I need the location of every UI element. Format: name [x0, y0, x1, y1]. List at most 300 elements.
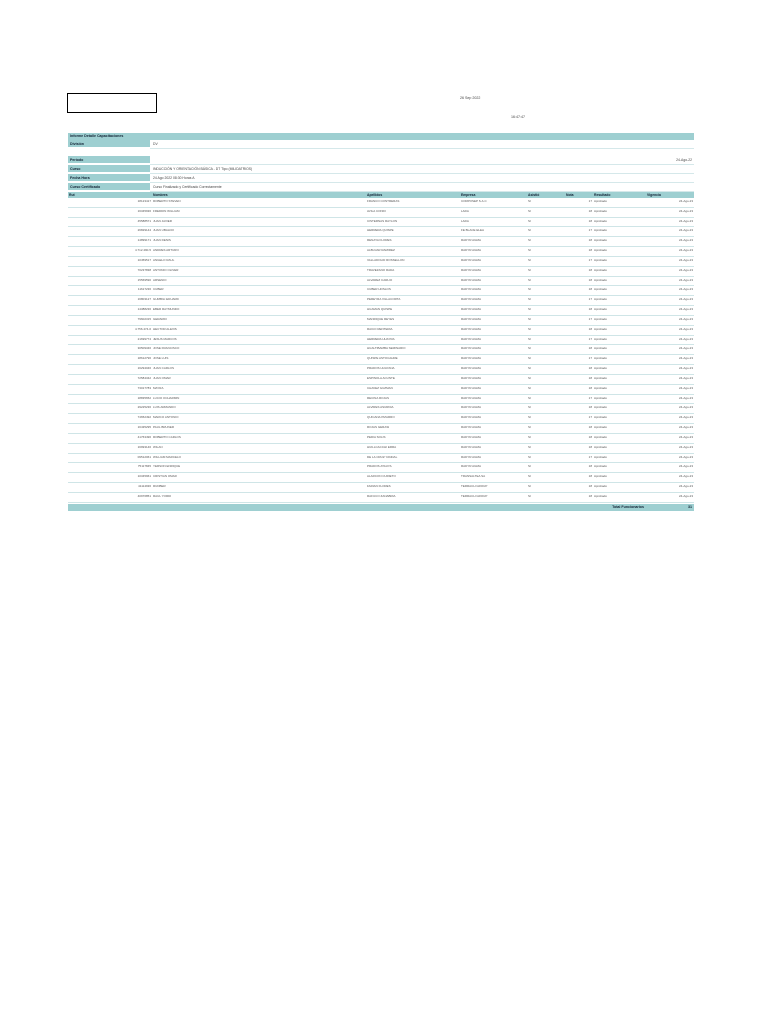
cell-nota: 18: [588, 277, 592, 282]
cell-nota: 18: [588, 208, 592, 213]
table-row: [68, 336, 694, 346]
cell-apellidos: FARIAN FLORES: [367, 484, 391, 489]
periodo-value: 24-Ago-22: [676, 158, 692, 162]
cell-rut: 30509346: [137, 346, 151, 351]
cell-nombres: ROBERTO CARLOS: [153, 434, 181, 439]
cell-rut: 18612796: [137, 356, 151, 361]
cell-apellidos: HUAMAN QUISPE: [367, 307, 393, 312]
cell-rut: 18123417: [137, 199, 151, 203]
cell-asistio: SI: [528, 336, 531, 341]
cell-nombres: GUMBILI EDUARD: [153, 297, 179, 302]
cell-vigencia: 24-Ago-23: [678, 316, 693, 321]
cell-empresa: RADYR AGMA: [461, 434, 482, 439]
cell-empresa: RADYR AGMA: [461, 454, 482, 459]
cell-asistio: SI: [528, 277, 531, 282]
cell-rut: 29225236: [137, 405, 151, 410]
table-row: [68, 395, 694, 405]
cell-asistio: SI: [528, 395, 531, 400]
table-footer: [68, 504, 694, 511]
table-row: [68, 257, 694, 267]
cell-nombres: ROBERTO STEVEN: [153, 199, 181, 203]
cell-apellidos: CHAVEZ GUZMAN: [367, 385, 393, 390]
cell-asistio: SI: [528, 356, 531, 361]
cell-asistio: SI: [528, 484, 531, 489]
table-row: [68, 385, 694, 395]
cell-empresa: RADYR AGMA: [461, 316, 482, 321]
cell-resultado: Aprobado: [594, 434, 608, 439]
cell-apellidos: QUISPE ASTOCAHRE: [367, 356, 398, 361]
cell-empresa: RADYR AGMA: [461, 297, 482, 302]
cell-resultado: Aprobado: [594, 238, 608, 243]
cell-empresa: RADYR AGMA: [461, 287, 482, 292]
cell-nota: 17: [588, 395, 592, 400]
cell-apellidos: MANRIQUE REYES: [367, 316, 395, 321]
table-row: [68, 326, 694, 336]
total-value: 31: [688, 504, 692, 509]
col-header-resultado: Resultado: [594, 193, 611, 197]
cell-vigencia: 24-Ago-23: [678, 257, 693, 262]
cell-resultado: Aprobado: [594, 474, 608, 479]
table-row: [68, 434, 694, 444]
cell-apellidos: TRAVEZANO RADA: [367, 267, 395, 272]
cell-apellidos: ESPINOLA ACUNTE: [367, 375, 395, 380]
cell-asistio: SI: [528, 474, 531, 479]
table-row: [68, 365, 694, 375]
cell-apellidos: ALVIRES ASURDIA: [367, 405, 394, 410]
cell-apellidos: PEDIA SOLIS: [367, 434, 386, 439]
cell-asistio: SI: [528, 208, 531, 213]
cell-empresa: RADYR AGMA: [461, 257, 482, 262]
cell-nota: 17: [588, 356, 592, 361]
cell-resultado: Aprobado: [594, 287, 608, 292]
cell-nombres: LUIS ARMANDO: [153, 405, 176, 410]
cell-rut: 72584342: [137, 375, 151, 380]
division-label: División: [68, 140, 150, 148]
cell-empresa: RADYR AGMA: [461, 267, 482, 272]
cell-asistio: SI: [528, 267, 531, 272]
cell-empresa: RADYR AGMA: [461, 307, 482, 312]
cell-vigencia: 24-Ago-23: [678, 297, 693, 302]
col-header-rut: Rut: [69, 193, 75, 197]
table-row: [68, 463, 694, 473]
cell-resultado: Aprobado: [594, 267, 608, 272]
cell-nota: 18: [588, 493, 592, 498]
cell-apellidos: FRANCO CONTRERAS: [367, 199, 400, 203]
col-header-nombres: Nombres: [153, 193, 168, 197]
cell-empresa: RADYR AGMA: [461, 395, 482, 400]
company-logo-box: [67, 93, 157, 113]
table-row: [68, 345, 694, 355]
cell-resultado: Aprobado: [594, 454, 608, 459]
cell-nota: 18: [588, 366, 592, 371]
cell-resultado: Aprobado: [594, 484, 608, 489]
cell-nota: 18: [588, 307, 592, 312]
cell-asistio: SI: [528, 307, 531, 312]
cell-asistio: SI: [528, 493, 531, 498]
cell-resultado: Aprobado: [594, 375, 608, 380]
cell-empresa: RADYR AGMA: [461, 277, 482, 282]
cell-vigencia: 24-Ago-23: [678, 375, 693, 380]
cell-nota: 18: [588, 464, 592, 469]
cell-nombres: GERARDI: [153, 316, 167, 321]
cell-nombres: EBER RAYMUNDO: [153, 307, 180, 312]
cell-vigencia: 24-Ago-23: [678, 434, 693, 439]
periodo-label: Período: [68, 156, 150, 164]
cell-rut: 16803127: [137, 297, 151, 302]
cell-nombres: LUCIO OCHARMIN: [153, 395, 180, 400]
cell-vigencia: 24-Ago-23: [678, 267, 693, 272]
cell-nombres: PAUL BRUNER: [153, 425, 175, 430]
cell-nota: 18: [588, 218, 592, 223]
cell-empresa: RADYR AGMA: [461, 366, 482, 371]
cell-rut: 14388236: [137, 307, 151, 312]
cell-rut: 41114936: [138, 484, 151, 489]
cell-rut: 21699774: [137, 336, 151, 341]
cell-vigencia: 24-Ago-23: [678, 405, 693, 410]
cell-nota: 18: [588, 474, 592, 479]
curso-value: INDUCCIÓN Y ORIENTACIÓN BÁSICA - DT Tipo (MILIDATRIOS): [150, 165, 694, 174]
col-header-nota: Nota: [566, 193, 574, 197]
cell-nota: 18: [588, 444, 592, 449]
table-row: [68, 355, 694, 365]
cell-resultado: Aprobado: [594, 336, 608, 341]
cell-empresa: LADA: [461, 208, 469, 213]
cell-apellidos: HUILLCACCHI ERRA: [367, 444, 397, 449]
cell-nota: 17: [588, 257, 592, 262]
cell-nota: 18: [588, 405, 592, 410]
cell-nombres: ANDRES ARTURO: [153, 248, 179, 253]
col-header-asistio: Asistió: [528, 193, 540, 197]
cell-resultado: Aprobado: [594, 356, 608, 361]
table-row: [68, 286, 694, 296]
cell-asistio: SI: [528, 238, 531, 243]
table-row: [68, 375, 694, 385]
cell-empresa: RADYR AGMA: [461, 405, 482, 410]
cell-resultado: Aprobado: [594, 228, 608, 233]
cell-rut: 10345961: [137, 474, 151, 479]
cell-nombres: WILAN: [153, 444, 163, 449]
col-header-apellidos: Apellidos: [367, 193, 383, 197]
cell-nombres: JUAN DENIS: [153, 238, 171, 243]
cell-apellidos: RENAYA FLORES: [367, 238, 392, 243]
cell-apellidos: RAICO RENTERIA: [367, 326, 393, 331]
cell-nota: 18: [588, 425, 592, 430]
cell-empresa: RADYR AGMA: [461, 346, 482, 351]
cell-vigencia: 24-Ago-23: [678, 385, 693, 390]
cell-nota: 18: [588, 346, 592, 351]
report-date: 26 Sep 2022: [460, 96, 481, 100]
cell-apellidos: AVILA CONDI: [367, 208, 386, 213]
spacer: [68, 149, 694, 156]
cell-resultado: Aprobado: [594, 297, 608, 302]
cell-resultado: Aprobado: [594, 493, 608, 498]
col-header-vigencia: Vigencia: [647, 193, 661, 197]
cell-nota: 17: [588, 316, 592, 321]
cell-asistio: SI: [528, 218, 531, 223]
total-label: Total Funcionarios: [612, 504, 644, 509]
table-row: [68, 444, 694, 454]
cell-nombres: ANGELO RAUL: [153, 257, 175, 262]
cell-vigencia: 24-Ago-23: [678, 199, 693, 203]
cell-vigencia: 24-Ago-23: [678, 336, 693, 341]
cell-apellidos: HERRERA QUISPE: [367, 228, 394, 233]
cell-resultado: Aprobado: [594, 277, 608, 282]
table-row: [68, 277, 694, 287]
cell-asistio: SI: [528, 385, 531, 390]
cell-empresa: RADYR AGMA: [461, 356, 482, 361]
cell-empresa: RADYR AGMA: [461, 415, 482, 420]
cell-nombres: MARCO ANTONIO: [153, 415, 179, 420]
cell-vigencia: 24-Ago-23: [678, 346, 693, 351]
cell-resultado: Aprobado: [594, 326, 608, 331]
cell-empresa: RADYR AGMA: [461, 336, 482, 341]
table-row: [68, 247, 694, 257]
cell-vigencia: 24-Ago-23: [678, 415, 693, 420]
cell-nota: 17: [588, 336, 592, 341]
table-row: [68, 414, 694, 424]
cell-rut: 4.756.474-6: [134, 326, 151, 331]
cell-apellidos: ALVAREZ CARLIO: [367, 277, 393, 282]
cell-apellidos: PRADOS HUAYANA: [367, 366, 395, 371]
cell-nombres: YERSON ENRIQUE: [153, 464, 181, 469]
cell-rut: 14899171: [137, 238, 151, 243]
cell-nombres: JUAN CARLOS: [153, 366, 175, 371]
cell-rut: 16294046: [137, 366, 151, 371]
division-value: DV: [150, 140, 694, 149]
cell-nombres: CRISTIAN OMAR: [153, 474, 177, 479]
cell-nota: 18: [588, 375, 592, 380]
cell-nota: 18: [588, 326, 592, 331]
cell-vigencia: 24-Ago-23: [678, 238, 693, 243]
cell-nombres: JOSE LUIS: [153, 356, 169, 361]
cell-empresa: RADYR AGMA: [461, 248, 482, 253]
cell-nombres: JUAN JAVIER: [153, 218, 172, 223]
cell-empresa: TRANSALTEA SA: [461, 474, 486, 479]
cell-vigencia: 24-Ago-23: [678, 454, 693, 459]
cell-empresa: RADYR AGMA: [461, 464, 482, 469]
cell-rut: 40976851: [137, 493, 151, 498]
table-row: [68, 483, 694, 493]
table-row: [68, 208, 694, 218]
report-title: Informe Detalle Capacitaciones: [68, 133, 694, 140]
cell-nota: 17: [588, 415, 592, 420]
cell-resultado: Aprobado: [594, 316, 608, 321]
fecha-row: [68, 174, 694, 183]
curso-label: Curso: [68, 165, 150, 173]
table-row: [68, 306, 694, 316]
cell-apellidos: RAFUCO ZANABRIA: [367, 493, 396, 498]
cell-asistio: SI: [528, 316, 531, 321]
cell-nombres: ARSENIO: [153, 277, 167, 282]
cell-apellidos: CUBER HOSLOS: [367, 287, 391, 292]
cell-nota: 18: [588, 287, 592, 292]
col-header-empresa: Empresa: [461, 193, 476, 197]
cell-vigencia: 24-Ago-23: [678, 277, 693, 282]
division-row: [68, 140, 694, 149]
cell-nota: 17: [588, 454, 592, 459]
cell-nombres: FREDDIN WILLIAM: [153, 208, 180, 213]
cell-apellidos: PRADOS ATAUYA: [367, 464, 392, 469]
cell-empresa: RADYR AGMA: [461, 375, 482, 380]
table-row: [68, 198, 694, 208]
cell-empresa: TERRACH GROUP: [461, 484, 488, 489]
cell-asistio: SI: [528, 326, 531, 331]
cell-empresa: RADYR AGMA: [461, 385, 482, 390]
cell-nombres: ANTONIO OLIVER: [153, 267, 179, 272]
cell-resultado: Aprobado: [594, 425, 608, 430]
cell-apellidos: HUALTIBAMBA SEMINARIO: [367, 346, 406, 351]
cell-apellidos: QUICANA PIZARRO: [367, 415, 395, 420]
table-row: [68, 454, 694, 464]
cell-apellidos: ALBUJAR RAMIREZ: [367, 248, 395, 253]
cell-rut: 16993146: [137, 444, 151, 449]
cell-resultado: Aprobado: [594, 385, 608, 390]
table-row: [68, 267, 694, 277]
cell-resultado: Aprobado: [594, 346, 608, 351]
cell-asistio: SI: [528, 228, 531, 233]
cell-resultado: Aprobado: [594, 366, 608, 371]
cell-asistio: SI: [528, 346, 531, 351]
cell-rut: 11617236: [137, 287, 151, 292]
table-body: [68, 198, 694, 503]
cell-rut: 73017783: [137, 385, 151, 390]
cell-rut: 74652492: [137, 415, 151, 420]
cell-vigencia: 24-Ago-23: [678, 228, 693, 233]
cell-asistio: SI: [528, 464, 531, 469]
cell-nombres: RAUL YORDI: [153, 493, 172, 498]
cell-rut: 26829144: [137, 228, 151, 233]
cell-resultado: Aprobado: [594, 218, 608, 223]
cell-resultado: Aprobado: [594, 248, 608, 253]
cell-resultado: Aprobado: [594, 464, 608, 469]
curso-certificado-value: Curso Finalizado y Certificado Correctamente: [150, 183, 694, 192]
fecha-label: Fecha Hora: [68, 174, 150, 182]
cell-resultado: Aprobado: [594, 444, 608, 449]
cell-vigencia: 24-Ago-23: [678, 307, 693, 312]
cell-rut: 79602315: [137, 316, 151, 321]
cell-asistio: SI: [528, 454, 531, 459]
cell-vigencia: 24-Ago-23: [678, 474, 693, 479]
cell-empresa: TERRACH GROUP: [461, 493, 488, 498]
cell-nombres: JOSE FRANCISCO: [153, 346, 180, 351]
cell-rut: 45588571: [137, 218, 151, 223]
cell-nombres: WILLIAM MARCELO: [153, 454, 182, 459]
periodo-value-cell: [150, 156, 694, 165]
cell-nombres: JUAN UBALDO: [153, 228, 175, 233]
cell-nombres: JUAN OMAR: [153, 375, 171, 380]
fecha-value: 24 Ago 2022 08:30 Horas A: [150, 174, 694, 183]
cell-asistio: SI: [528, 297, 531, 302]
cell-resultado: Aprobado: [594, 199, 608, 203]
cell-empresa: RADYR AGMA: [461, 326, 482, 331]
cell-asistio: SI: [528, 425, 531, 430]
periodo-row: [68, 156, 694, 165]
cell-rut: 18835652: [137, 395, 151, 400]
cell-vigencia: 24-Ago-23: [678, 484, 693, 489]
cell-nota: 18: [588, 267, 592, 272]
cell-empresa: LADA: [461, 218, 469, 223]
cell-asistio: SI: [528, 375, 531, 380]
cell-vigencia: 24-Ago-23: [678, 444, 693, 449]
cell-asistio: SI: [528, 248, 531, 253]
cell-resultado: Aprobado: [594, 257, 608, 262]
cell-asistio: SI: [528, 287, 531, 292]
cell-vigencia: 24-Ago-23: [678, 425, 693, 430]
cell-rut: 4.712.490-5: [134, 248, 151, 253]
cell-asistio: SI: [528, 444, 531, 449]
cell-rut: 09512061: [137, 454, 151, 459]
cell-asistio: SI: [528, 257, 531, 262]
cell-nota: 18: [588, 385, 592, 390]
cell-vigencia: 24-Ago-23: [678, 287, 693, 292]
cell-vigencia: 24-Ago-23: [678, 208, 693, 213]
cell-apellidos: HERRERA HUAYRA: [367, 336, 395, 341]
cell-nota: 17: [588, 199, 592, 203]
cell-rut: 16345936: [137, 208, 151, 213]
cell-resultado: Aprobado: [594, 395, 608, 400]
cell-apellidos: CISTERNAS RAYLON: [367, 218, 398, 223]
cell-apellidos: RECINA ROJAS: [367, 395, 390, 400]
cell-nota: 17: [588, 228, 592, 233]
cell-nombres: HECTOR ALEXIS: [153, 326, 177, 331]
cell-vigencia: 24-Ago-23: [678, 395, 693, 400]
report-container: [68, 133, 694, 511]
cell-empresa: RADYR AGMA: [461, 444, 482, 449]
table-row: [68, 296, 694, 306]
cell-vigencia: 24-Ago-23: [678, 493, 693, 498]
cell-rut: 70237838: [137, 267, 151, 272]
cell-rut: 16435295: [137, 425, 151, 430]
cell-rut: 75117845: [137, 464, 151, 469]
table-row: [68, 424, 694, 434]
table-row: [68, 473, 694, 483]
cell-rut: 15569590: [137, 277, 151, 282]
cell-vigencia: 24-Ago-23: [678, 366, 693, 371]
cell-vigencia: 24-Ago-23: [678, 218, 693, 223]
cell-apellidos: VALLADOLID ROSSELLON: [367, 257, 405, 262]
table-row: [68, 404, 694, 414]
table-row: [68, 227, 694, 237]
cell-apellidos: PEREYRA VILLACORTA: [367, 297, 401, 302]
cell-resultado: Aprobado: [594, 307, 608, 312]
table-row: [68, 218, 694, 228]
cell-nombres: CUBER: [153, 287, 164, 292]
curso-certificado-row: [68, 183, 694, 192]
cell-empresa: RADYR AGMA: [461, 238, 482, 243]
cell-empresa: CORPOSEP S.A.C: [461, 199, 487, 203]
cell-vigencia: 24-Ago-23: [678, 248, 693, 253]
cell-asistio: SI: [528, 405, 531, 410]
table-row: [68, 237, 694, 247]
cell-nota: 18: [588, 434, 592, 439]
cell-empresa: FE BLACE ELEA: [461, 228, 485, 233]
table-row: [68, 316, 694, 326]
cell-nota: 18: [588, 484, 592, 489]
cell-resultado: Aprobado: [594, 208, 608, 213]
cell-vigencia: 24-Ago-23: [678, 356, 693, 361]
cell-nota: 18: [588, 238, 592, 243]
cell-rut: 10459517: [137, 257, 151, 262]
cell-resultado: Aprobado: [594, 405, 608, 410]
cell-apellidos: ROJAS GERASI: [367, 425, 390, 430]
cell-rut: 41763496: [137, 434, 151, 439]
curso-row: [68, 165, 694, 174]
cell-asistio: SI: [528, 415, 531, 420]
cell-asistio: SI: [528, 366, 531, 371]
cell-apellidos: DE LA CRUZ YANDAL: [367, 454, 398, 459]
cell-vigencia: 24-Ago-23: [678, 464, 693, 469]
cell-empresa: RADYR AGMA: [461, 425, 482, 430]
